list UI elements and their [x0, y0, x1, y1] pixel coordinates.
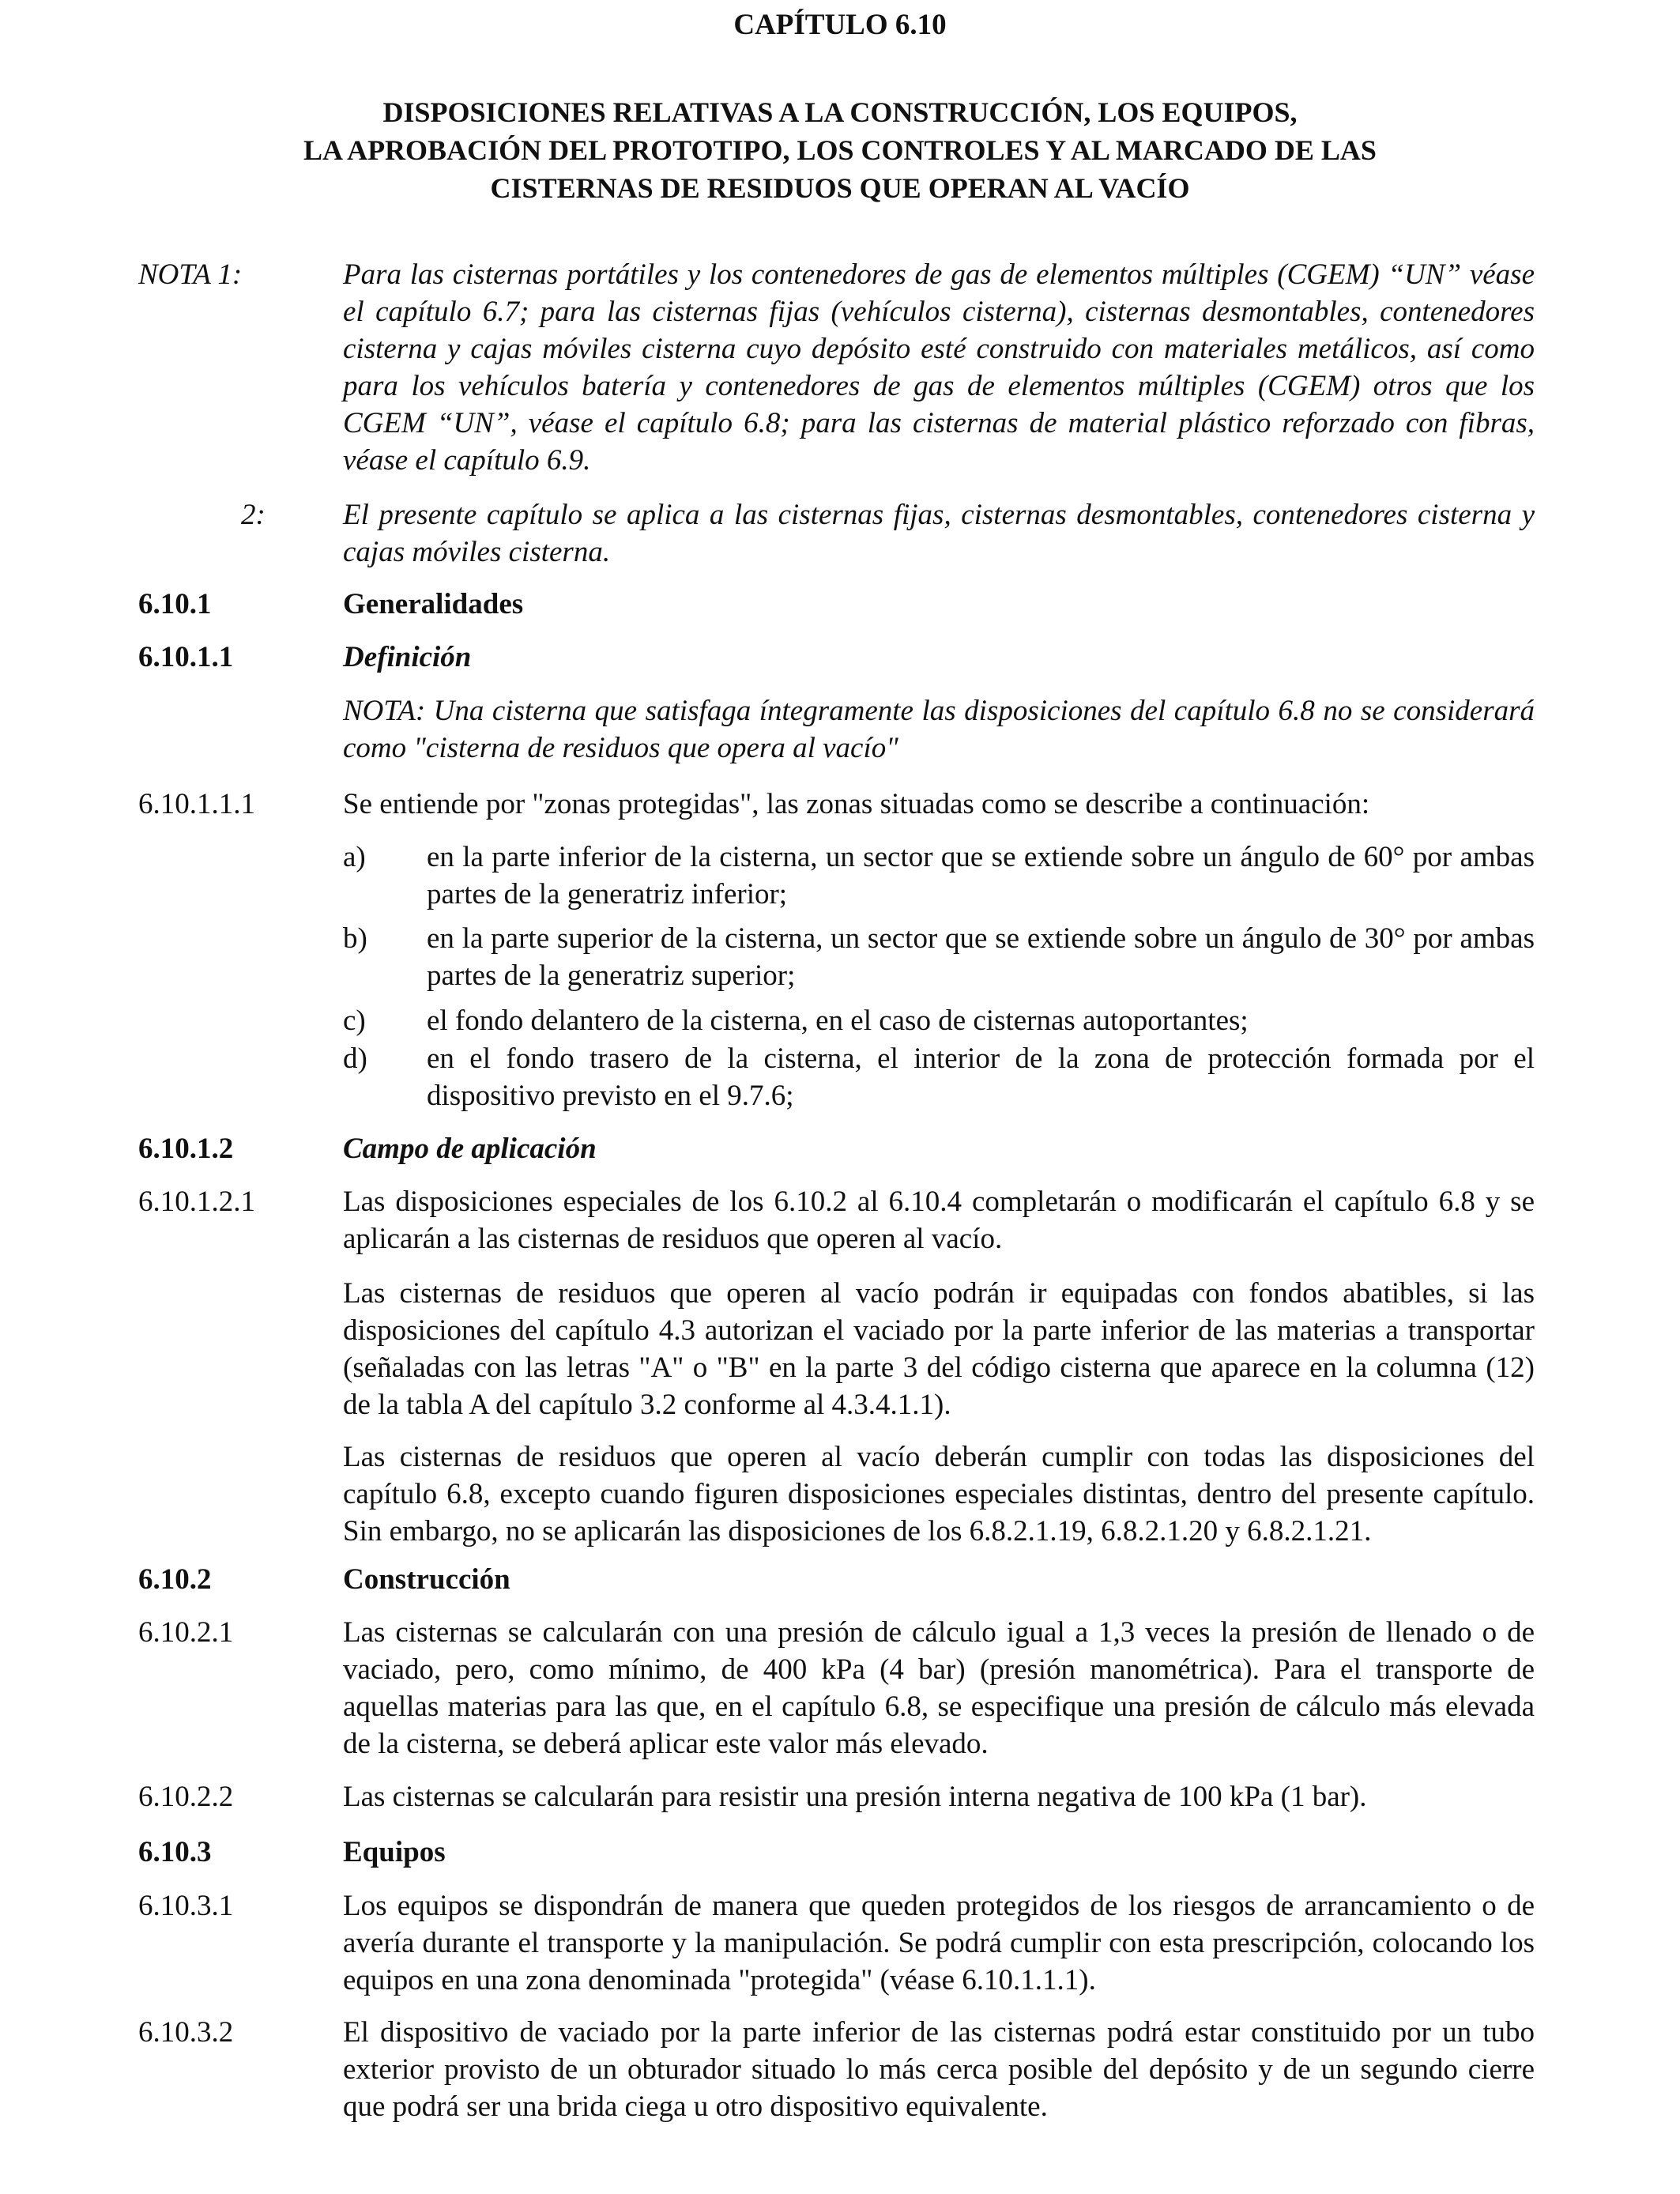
note-label: NOTA 1: — [138, 258, 243, 291]
chapter-title-line: LA APROBACIÓN DEL PROTOTIPO, LOS CONTROLES Y AL MARCADO DE LAS — [303, 134, 1377, 166]
definition-note-label: NOTA — [343, 695, 416, 727]
definition-note-body: : Una cisterna que satisfaga íntegramente las disposiciones del capítulo 6.8 no se considerará como "cisterna de residuos que opera al vacío" — [343, 695, 1535, 764]
section-number: 6.10.2.1 — [138, 1616, 234, 1649]
section-text: Los equipos se dispondrán de manera que queden protegidos de los riesgos de arrancamiento o de avería durante el transporte y la manipulación. Se podrá cumplir con esta prescripción, colocando los equipos en una zona denominada "protegida" (véase 6.10.1.1.1). — [343, 1890, 1535, 1996]
section-text: Se entiende por "zonas protegidas", las zonas situadas como se describe a continuación: — [343, 788, 1370, 820]
list-item-text: en el fondo trasero de la cisterna, el interior de la zona de protección formada por el dispositivo previsto en el 9.7.6; — [427, 1042, 1535, 1112]
section-number: 6.10.1.2 — [138, 1133, 234, 1165]
section-number: 6.10.3.1 — [138, 1890, 234, 1922]
list-item-letter: c) — [343, 1005, 366, 1037]
section-number: 6.10.1.1.1 — [138, 788, 255, 820]
section-title: Generalidades — [343, 588, 524, 620]
section-text: El dispositivo de vaciado por la parte inferior de las cisternas podrá estar constituido por un tubo exterior provisto de un obturador situado lo más cerca posible del depósito y de un segundo cierre que podrá ser una brida ciega u otro dispositivo equivalente. — [343, 2016, 1535, 2123]
chapter-title-line: CISTERNAS DE RESIDUOS QUE OPERAN AL VACÍO — [490, 172, 1190, 204]
section-title: Equipos — [343, 1836, 446, 1868]
section-title: Definición — [343, 641, 472, 673]
section-text: Las cisternas se calcularán con una presión de cálculo igual a 1,3 veces la presión de llenado o de vaciado, pero, como mínimo, de 400 kPa (4 bar) (presión manométrica). Para el transporte de aquellas materias para las que, en el capítulo 6.8, se especifique una presión de cálculo más elevada de la cisterna, se deberá aplicar este valor más elevado. — [343, 1616, 1535, 1760]
section-number: 6.10.1.2.1 — [138, 1186, 255, 1218]
list-item-letter: d) — [343, 1042, 367, 1075]
section-paragraph: Las cisternas de residuos que operen al vacío podrán ir equipadas con fondos abatibles, si las disposiciones del capítulo 4.3 autorizan el vaciado por la parte inferior de las materias a transportar (señaladas con las letras "A" o "B" en la parte 3 del código cisterna que aparece en la columna (12) de la tabla A del capítulo 3.2 conforme al 4.3.4.1.1). — [343, 1277, 1535, 1421]
definition-note-text — [343, 692, 1535, 767]
section-number: 6.10.1.1 — [138, 641, 234, 673]
chapter-title-line: DISPOSICIONES RELATIVAS A LA CONSTRUCCIÓN, LOS EQUIPOS, — [382, 96, 1298, 128]
chapter-title — [0, 93, 1680, 207]
section-paragraph: Las disposiciones especiales de los 6.10.2 al 6.10.4 completarán o modificarán el capítulo 6.8 y se aplicarán a las cisternas de residuos que operen al vacío. — [343, 1186, 1535, 1255]
list-item-letter: b) — [343, 922, 367, 955]
section-number: 6.10.2 — [138, 1563, 212, 1596]
section-title: Campo de aplicación — [343, 1133, 597, 1165]
section-number: 6.10.2.2 — [138, 1781, 234, 1813]
note-label: 2: — [241, 499, 266, 531]
list-item-text: el fondo delantero de la cisterna, en el caso de cisternas autoportantes; — [427, 1005, 1249, 1037]
list-item-text: en la parte superior de la cisterna, un sector que se extiende sobre un ángulo de 30° por ambas partes de la generatriz superior; — [427, 922, 1535, 992]
list-item-letter: a) — [343, 841, 366, 873]
section-paragraph: Las cisternas de residuos que operen al vacío deberán cumplir con todas las disposiciones del capítulo 6.8, excepto cuando figuren disposiciones especiales distintas, dentro del presente capítulo. Sin embargo, no se aplicarán las disposiciones de los 6.8.2.1.19, 6.8.2.1.20 y 6.8.2.1.21. — [343, 1441, 1535, 1547]
section-title: Construcción — [343, 1563, 510, 1596]
note-text: Para las cisternas portátiles y los contenedores de gas de elementos múltiples (CGEM) “UN” véase el capítulo 6.7; para las cisternas fijas (vehículos cisterna), cisternas desmontables, contenedores cisterna y cajas móviles cisterna cuyo depósito esté construido con materiales metálicos, así como para los vehículos batería y contenedores de gas de elementos múltiples (CGEM) otros que los CGEM “UN”, véase el capítulo 6.8; para las cisternas de material plástico reforzado con fibras, véase el capítulo 6.9. — [343, 258, 1535, 477]
list-item-text: en la parte inferior de la cisterna, un sector que se extiende sobre un ángulo de 60° por ambas partes de la generatriz inferior; — [427, 841, 1535, 910]
section-text: Las cisternas se calcularán para resistir una presión interna negativa de 100 kPa (1 bar). — [343, 1781, 1367, 1813]
section-number: 6.10.3.2 — [138, 2016, 234, 2049]
section-number: 6.10.1 — [138, 588, 212, 620]
chapter-heading: CAPÍTULO 6.10 — [733, 9, 947, 41]
section-number: 6.10.3 — [138, 1836, 212, 1868]
note-text: El presente capítulo se aplica a las cisternas fijas, cisternas desmontables, contenedores cisterna y cajas móviles cisterna. — [343, 499, 1535, 568]
